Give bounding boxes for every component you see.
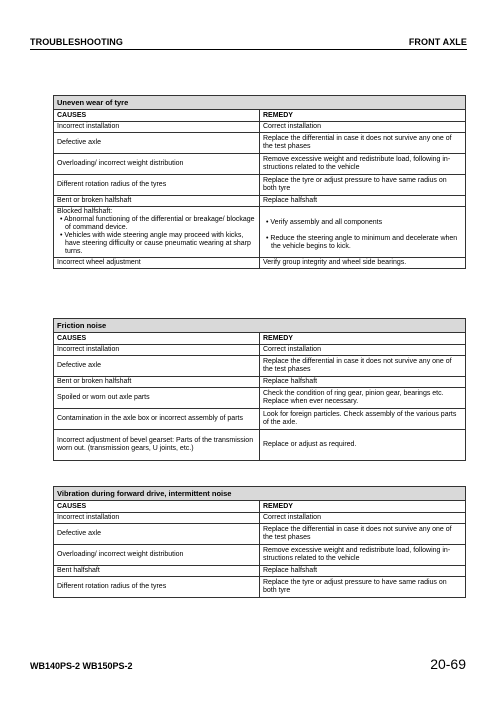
cause-cell: Contamination in the axle box or incorrect assembly of parts: [54, 409, 260, 430]
vibration-table: [53, 486, 466, 598]
remedy-cell: Replace the differential in case it does not survive any one of the test phases: [260, 524, 466, 545]
cause-cell: Incorrect wheel adjustment: [54, 258, 260, 269]
remedy-cell: Verify group integrity and wheel side bearings.: [260, 258, 466, 269]
cause-cell: [54, 207, 260, 258]
remedy-cell: Look for foreign particles. Check assembly of the various parts of the axle.: [260, 409, 466, 430]
cause-cell: Incorrect installation: [54, 122, 260, 133]
table-row: [54, 577, 466, 598]
table-row: [54, 430, 466, 461]
table-row: [54, 409, 466, 430]
remedy-cell: Remove excessive weight and redistribute load, following in-structions related to the vehicle: [260, 154, 466, 175]
cause-cell: Bent or broken halfshaft: [54, 196, 260, 207]
model-label: WB140PS-2 WB150PS-2: [30, 661, 133, 671]
cause-cell: Different rotation radius of the tyres: [54, 577, 260, 598]
cause-cell: Overloading/ incorrect weight distribution: [54, 545, 260, 566]
table-title: Vibration during forward drive, intermittent noise: [54, 487, 466, 501]
remedy-cell: Replace halfshaft: [260, 377, 466, 388]
blocked-remedy-b: • Reduce the steering angle to minimum and decelerate when the vehicle begins to kick.: [266, 235, 458, 250]
table-row: [54, 345, 466, 356]
blocked-remedy-a: • Verify assembly and all components: [266, 219, 383, 226]
table-row: [54, 356, 466, 377]
remedy-cell: Check the condition of ring gear, pinion gear, bearings etc. Replace when ever necessary.: [260, 388, 466, 409]
remedy-cell: Replace halfshaft: [260, 566, 466, 577]
table-row: [54, 154, 466, 175]
causes-header: CAUSES: [54, 333, 260, 345]
table-row: [54, 566, 466, 577]
cause-cell: Bent halfshaft: [54, 566, 260, 577]
header-rule: [30, 49, 467, 50]
table-row: [54, 388, 466, 409]
friction-noise-table: [53, 318, 466, 461]
remedy-cell: Replace the differential in case it does not survive any one of the test phases: [260, 356, 466, 377]
cause-cell: Different rotation radius of the tyres: [54, 175, 260, 196]
blocked-title: Blocked halfshaft:: [57, 208, 113, 215]
cause-cell: Spoiled or worn out axle parts: [54, 388, 260, 409]
remedy-cell: Replace the tyre or adjust pressure to have same radius on both tyre: [260, 577, 466, 598]
remedy-cell: Correct installation: [260, 345, 466, 356]
remedy-header: REMEDY: [260, 501, 466, 513]
remedy-cell: Replace halfshaft: [260, 196, 466, 207]
remedy-cell: Remove excessive weight and redistribute load, following in-structions related to the vehicle: [260, 545, 466, 566]
table-row: [54, 175, 466, 196]
table-title: Friction noise: [54, 319, 466, 333]
cause-cell: Incorrect adjustment of bevel gearset: Parts of the transmission worn out. (transmission gears, U joints, etc.): [54, 430, 260, 461]
remedy-cell: [260, 207, 466, 258]
table-row: [54, 207, 466, 258]
cause-cell: Incorrect installation: [54, 513, 260, 524]
remedy-header: REMEDY: [260, 110, 466, 122]
table-row: [54, 133, 466, 154]
remedy-header: REMEDY: [260, 333, 466, 345]
section-title: TROUBLESHOOTING: [30, 37, 123, 47]
cause-cell: Defective axle: [54, 524, 260, 545]
chapter-title: FRONT AXLE: [408, 37, 467, 47]
table-row: [54, 122, 466, 133]
blocked-cause-a: • Abnormal functioning of the differential or breakage/ blockage of command device.: [60, 216, 255, 231]
remedy-cell: Replace or adjust as required.: [260, 430, 466, 461]
table-row: [54, 545, 466, 566]
table-row: [54, 524, 466, 545]
blocked-cause-b: • Vehicles with wide steering angle may proceed with kicks, have steering difficulty or cause pneumatic wearing at sharp turns.: [60, 232, 251, 255]
remedy-cell: Replace the differential in case it does not survive any one of the test phases: [260, 133, 466, 154]
table-row: [54, 258, 466, 269]
table-row: [54, 377, 466, 388]
page-number: 20-69: [430, 656, 466, 672]
remedy-cell: Correct installation: [260, 513, 466, 524]
table-row: [54, 196, 466, 207]
remedy-cell: Correct installation: [260, 122, 466, 133]
remedy-cell: Replace the tyre or adjust pressure to have same radius on both tyre: [260, 175, 466, 196]
uneven-wear-table: [53, 95, 466, 269]
table-row: [54, 513, 466, 524]
cause-cell: Bent or broken halfshaft: [54, 377, 260, 388]
cause-cell: Incorrect installation: [54, 345, 260, 356]
table-title: Uneven wear of tyre: [54, 96, 466, 110]
cause-cell: Overloading/ incorrect weight distribution: [54, 154, 260, 175]
cause-cell: Defective axle: [54, 133, 260, 154]
causes-header: CAUSES: [54, 501, 260, 513]
page-header: [30, 37, 467, 47]
causes-header: CAUSES: [54, 110, 260, 122]
cause-cell: Defective axle: [54, 356, 260, 377]
